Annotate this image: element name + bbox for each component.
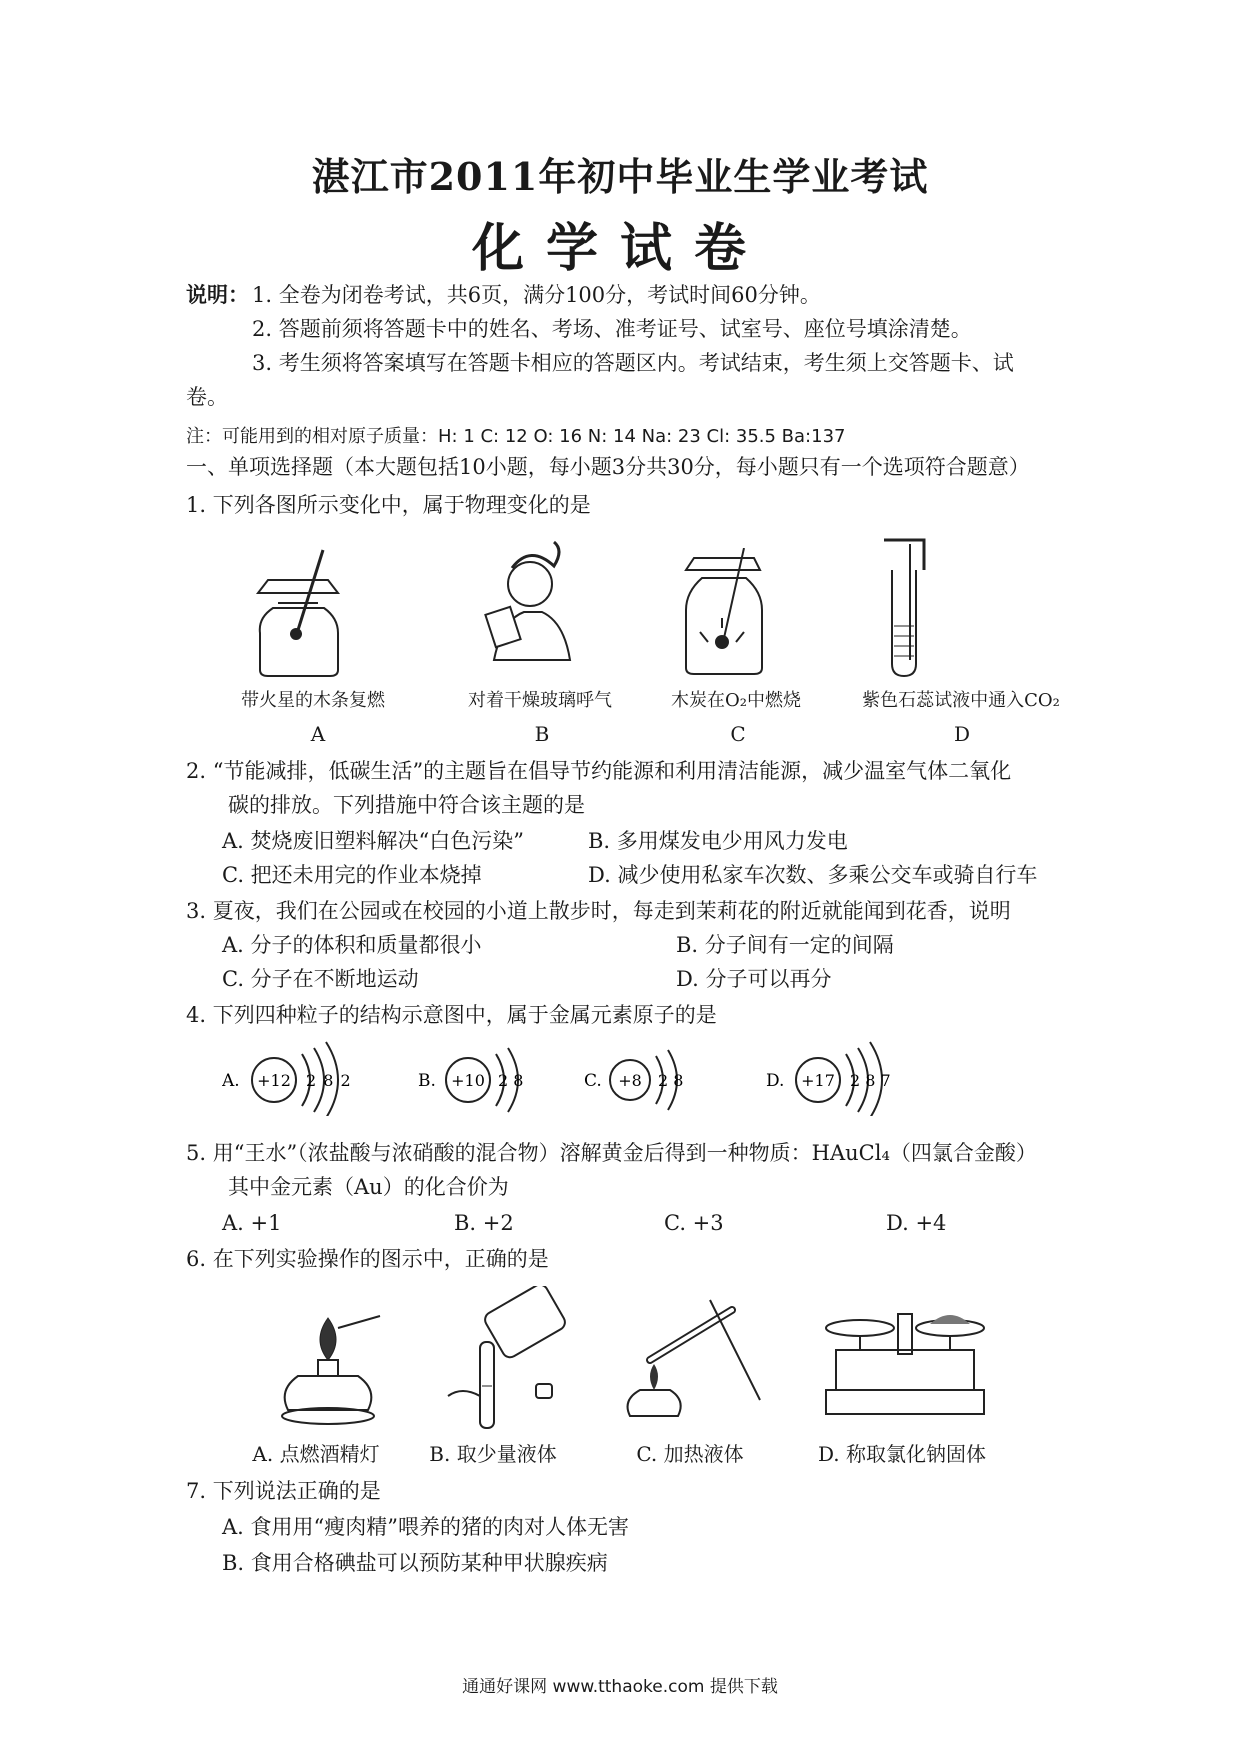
q7-option-a: A. 食用用“瘦肉精”喂养的猪的肉对人体无害 — [222, 1515, 629, 1539]
q3-option-c: C. 分子在不断地运动 — [222, 967, 419, 991]
instruction-3-cont: 卷。 — [186, 385, 228, 409]
exam-subtitle: 化学试卷 — [471, 218, 768, 279]
q1-stem: 1. 下列各图所示变化中，属于物理变化的是 — [186, 493, 591, 517]
q2-stem-line2: 碳的排放。下列措施中符合该主题的是 — [228, 793, 585, 817]
q2-option-d: D. 减少使用私家车次数、多乘公交车或骑自行车 — [588, 863, 1038, 887]
atomic-mass-note: 注：可能用到的相对原子质量：H: 1 C: 12 O: 16 N: 14 Na: 23 Cl: 35.5 Ba:137 — [186, 426, 846, 447]
q1-letter-a: A — [310, 722, 326, 746]
q1-figure-a-jar-splint — [238, 548, 368, 678]
q6-caption-d: D. 称取氯化钠固体 — [817, 1442, 987, 1466]
q1-letter-b: B — [534, 722, 550, 746]
q4-stem: 4. 下列四种粒子的结构示意图中，属于金属元素原子的是 — [186, 1003, 717, 1027]
q5-stem-line1: 5. 用“王水”（浓盐酸与浓硝酸的混合物）溶解黄金后得到一种物质：HAuCl₄（四氯合金酸） — [186, 1141, 1037, 1165]
instructions-prefix: 说明： — [186, 282, 249, 307]
q1-caption-a: 带火星的木条复燃 — [241, 690, 385, 711]
q2-option-c: C. 把还未用完的作业本烧掉 — [222, 863, 482, 887]
q5-option-b: B. +2 — [454, 1211, 514, 1235]
q6-caption-b: B. 取少量液体 — [429, 1442, 557, 1466]
section-title: 一、单项选择题（本大题包括10小题，每小题3分共30分，每小题只有一个选项符合题意） — [186, 455, 1030, 479]
q3-stem: 3. 夏夜，我们在公园或在校园的小道上散步时，每走到茉莉花的附近就能闻到花香，说明 — [186, 899, 1011, 923]
q4-atom-b — [418, 1036, 538, 1116]
instruction-2: 2. 答题前须将答题卡中的姓名、考场、准考证号、试室号、座位号填涂清楚。 — [252, 317, 972, 341]
instruction-3: 3. 考生须将答案填写在答题卡相应的答题区内。考试结束，考生须上交答题卡、试 — [252, 351, 1014, 375]
svg-text:2 8: 2 8 — [658, 1071, 684, 1090]
q1-letter-d: D — [953, 722, 971, 746]
q6-figure-d-balance — [820, 1300, 990, 1430]
q6-caption-c: C. 加热液体 — [636, 1442, 744, 1466]
svg-text:2 8 2: 2 8 2 — [306, 1071, 352, 1090]
q7-stem: 7. 下列说法正确的是 — [186, 1479, 381, 1503]
q2-option-b: B. 多用煤发电少用风力发电 — [588, 829, 848, 853]
q4-atom-c — [584, 1036, 704, 1116]
q6-caption-a: A. 点燃酒精灯 — [252, 1442, 380, 1466]
exam-title: 湛江市2011年初中毕业生学业考试 — [311, 154, 929, 199]
q5-option-d: D. +4 — [886, 1211, 947, 1235]
q5-option-a: A. +1 — [222, 1211, 282, 1235]
q4-atom-d — [766, 1036, 906, 1116]
footer-source-text: 通通好课网 www.tthaoke.com 提供下载 — [462, 1677, 778, 1697]
q1-figure-d-test-tube — [874, 530, 944, 680]
q1-caption-b: 对着干燥玻璃呼气 — [468, 690, 612, 711]
q2-option-a: A. 焚烧废旧塑料解决“白色污染” — [222, 829, 524, 853]
svg-text:+8: +8 — [618, 1071, 642, 1090]
svg-text:D.: D. — [766, 1071, 785, 1091]
svg-text:A.: A. — [222, 1071, 240, 1091]
q5-stem-line2: 其中金元素（Au）的化合价为 — [228, 1175, 509, 1199]
svg-text:+12: +12 — [257, 1071, 291, 1090]
q1-figure-b-girl-breathing — [472, 540, 582, 680]
q2-stem-line1: 2. “节能减排，低碳生活”的主题旨在倡导节约能源和利用清洁能源，减少温室气体二氧化 — [186, 759, 1012, 783]
svg-text:2 8 7: 2 8 7 — [850, 1071, 891, 1090]
svg-text:C.: C. — [584, 1071, 602, 1091]
q1-caption-c: 木炭在O₂中燃烧 — [671, 690, 801, 711]
instruction-1: 1. 全卷为闭卷考试，共6页，满分100分，考试时间60分钟。 — [252, 283, 821, 307]
q6-figure-c-heating-liquid — [620, 1290, 770, 1430]
q5-option-c: C. +3 — [664, 1211, 724, 1235]
q6-figure-a-alcohol-lamp — [268, 1290, 388, 1430]
svg-text:B.: B. — [418, 1071, 436, 1091]
svg-text:+10: +10 — [451, 1071, 485, 1090]
q1-letter-c: C — [730, 722, 746, 746]
q3-option-d: D. 分子可以再分 — [676, 967, 832, 991]
q3-option-b: B. 分子间有一定的间隔 — [676, 933, 894, 957]
q3-option-a: A. 分子的体积和质量都很小 — [222, 933, 482, 957]
q1-caption-d: 紫色石蕊试液中通入CO₂ — [862, 690, 1060, 711]
q1-figure-c-charcoal-burning — [664, 548, 784, 678]
q6-figure-b-pouring-liquid — [440, 1286, 570, 1436]
q6-stem: 6. 在下列实验操作的图示中，正确的是 — [186, 1247, 549, 1271]
q7-option-b: B. 食用合格碘盐可以预防某种甲状腺疾病 — [222, 1551, 608, 1575]
q4-atom-a — [222, 1036, 352, 1116]
svg-text:2 8: 2 8 — [498, 1071, 524, 1090]
svg-text:+17: +17 — [801, 1071, 835, 1090]
